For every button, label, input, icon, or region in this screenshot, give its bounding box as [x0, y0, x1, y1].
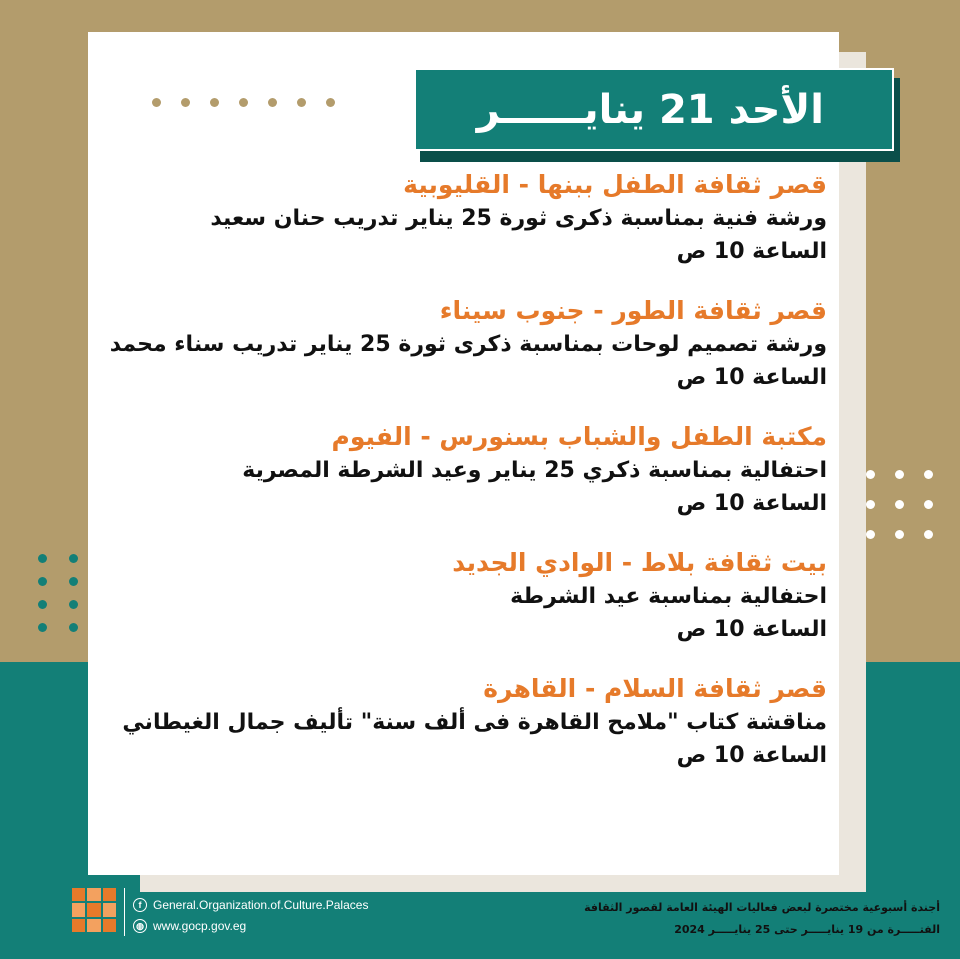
decorative-dots-top [152, 98, 335, 107]
decor-dot [38, 577, 47, 586]
facebook-link[interactable] [133, 898, 368, 912]
decor-dot [895, 500, 904, 509]
decor-dot [69, 577, 78, 586]
decor-dot [866, 470, 875, 479]
agenda-info [584, 897, 940, 941]
decor-dot [239, 98, 248, 107]
event-time: الساعة 10 ص [676, 617, 827, 642]
decor-dot [69, 554, 78, 563]
decor-dot [69, 600, 78, 609]
event-time: الساعة 10 ص [676, 491, 827, 516]
event-venue: قصر ثقافة السلام - القاهرة [483, 674, 827, 703]
footer-divider [124, 888, 125, 936]
decorative-dots-right [866, 470, 933, 539]
decor-dot [866, 530, 875, 539]
event-time: الساعة 10 ص [676, 239, 827, 264]
decor-dot [152, 98, 161, 107]
event-description: ورشة تصميم لوحات بمناسبة ذكرى ثورة 25 يناير تدريب سناء محمد [109, 332, 827, 357]
event-time: الساعة 10 ص [676, 365, 827, 390]
event-time: الساعة 10 ص [676, 743, 827, 768]
globe-icon: ◍ [133, 919, 147, 933]
decor-dot [924, 530, 933, 539]
event-description: ورشة فنية بمناسبة ذكرى ثورة 25 يناير تدريب حنان سعيد [210, 206, 827, 231]
facebook-icon: f [133, 898, 147, 912]
decor-dot [69, 623, 78, 632]
agenda-line: أجندة أسبوعية مختصرة لبعض فعاليات الهيئة العامة لقصور الثقافة [584, 901, 940, 914]
decor-dot [297, 98, 306, 107]
website-url: www.gocp.gov.eg [153, 919, 247, 933]
decor-dot [866, 500, 875, 509]
event-item [97, 420, 827, 520]
decorative-dots-left [38, 554, 78, 632]
decor-dot [181, 98, 190, 107]
decor-dot [924, 470, 933, 479]
decor-dot [924, 500, 933, 509]
decor-dot [38, 623, 47, 632]
event-item [97, 672, 827, 772]
event-description: احتفالية بمناسبة عيد الشرطة [510, 584, 827, 609]
decor-dot [268, 98, 277, 107]
event-item [97, 546, 827, 646]
decor-dot [895, 530, 904, 539]
event-venue: قصر ثقافة الطفل ببنها - القليوبية [403, 170, 827, 199]
website-link[interactable] [133, 919, 246, 933]
event-venue: مكتبة الطفل والشباب بسنورس - الفيوم [331, 422, 827, 451]
event-description: احتفالية بمناسبة ذكري 25 يناير وعيد الشرطة المصرية [242, 458, 827, 483]
page-title: الأحد 21 ينايــــــر [476, 86, 824, 133]
event-description: مناقشة كتاب "ملامح القاهرة فى ألف سنة" تأليف جمال الغيطاني [122, 710, 827, 735]
event-venue: بيت ثقافة بلاط - الوادي الجديد [452, 548, 827, 577]
decor-dot [38, 600, 47, 609]
facebook-page-name: General.Organization.of.Culture.Palaces [153, 898, 369, 912]
event-venue: قصر ثقافة الطور - جنوب سيناء [439, 296, 827, 325]
organization-logo [72, 888, 116, 932]
events-list [97, 168, 827, 798]
decor-dot [895, 470, 904, 479]
decor-dot [38, 554, 47, 563]
period-line: الفتـــــرة من 19 ينايـــــر حتى 25 ينايـــــر 2024 [674, 923, 940, 936]
decor-dot [210, 98, 219, 107]
title-banner [414, 68, 894, 151]
event-item [97, 294, 827, 394]
decor-dot [326, 98, 335, 107]
event-item [97, 168, 827, 268]
